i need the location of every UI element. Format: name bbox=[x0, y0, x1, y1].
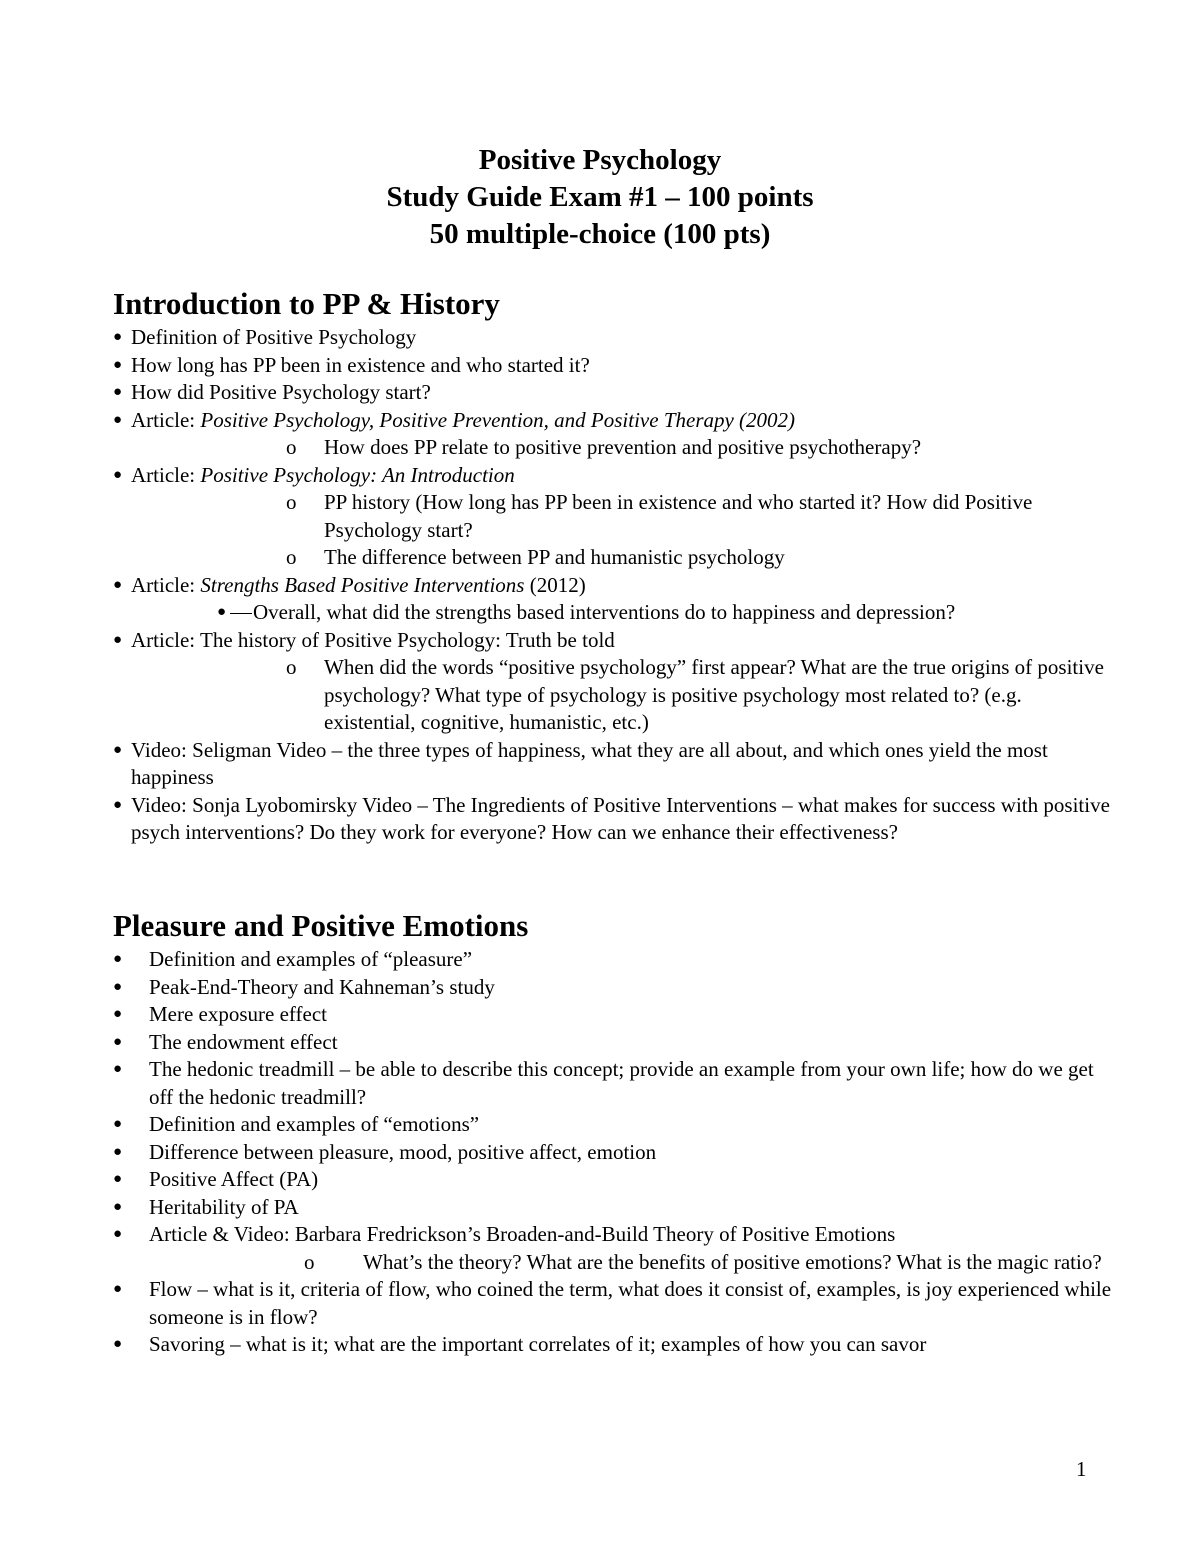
bullet-dot-icon: ● bbox=[113, 1226, 123, 1242]
bullet-dot-icon: ● bbox=[113, 356, 123, 373]
bullet-dot-icon: ● bbox=[113, 1171, 123, 1187]
list-item: ● Video: Seligman Video – the three types of happiness, what they are all about, and which ones yield the most happiness bbox=[113, 737, 1048, 789]
list-item: ● Definition and examples of “emotions” bbox=[113, 1111, 1113, 1139]
list-item: ● The hedonic treadmill – be able to describe this concept; provide an example from your own life; how do we get off the hedonic treadmill? bbox=[113, 1057, 1094, 1109]
list-item: ● Positive Affect (PA) bbox=[113, 1166, 1113, 1194]
bullet-dot-icon: ● bbox=[113, 978, 123, 995]
list-item: ● Article: The history of Positive Psychology: Truth be told bbox=[113, 627, 1113, 655]
bullet-dot-icon: ● bbox=[113, 466, 123, 483]
bullet-dot-icon: ● bbox=[113, 1006, 123, 1022]
bullet-dot-icon: ● bbox=[113, 1116, 123, 1132]
sub-list-item: o What’s the theory? What are the benefits of positive emotions? What is the magic ratio? bbox=[113, 1249, 1113, 1277]
bullet-dot-icon: ● bbox=[113, 1281, 123, 1297]
list-item: ● Definition and examples of “pleasure” bbox=[113, 946, 1113, 974]
sub-list-item: o When did the words “positive psychology” first appear? What are the true origins of positive psychology? What type of psychology is positive psychology most related to? (e.g. existential, cognitive, humanistic, etc.) bbox=[286, 655, 1104, 734]
list-item: ● Difference between pleasure, mood, positive affect, emotion bbox=[113, 1139, 1113, 1167]
document-title-block bbox=[0, 142, 1200, 253]
bullet-dot-icon: ● bbox=[113, 329, 123, 345]
list-item: ● Video: Sonja Lyobomirsky Video – The Ingredients of Positive Interventions – what makes for success with positive psych interventions? Do they work for everyone? How can we enhance their effectiveness? bbox=[113, 792, 1110, 844]
list-item: ● Definition of Positive Psychology bbox=[113, 324, 1113, 352]
bullet-dot-icon: ● bbox=[113, 1033, 123, 1050]
bullet-dot-icon: ● bbox=[113, 951, 123, 967]
section-heading: Pleasure and Positive Emotions bbox=[113, 908, 529, 943]
title-line-2: Study Guide Exam #1 – 100 points bbox=[386, 181, 814, 213]
list-item: ● How long has PP been in existence and who started it? bbox=[113, 352, 1113, 380]
list-item: ● Article: Positive Psychology: An Introduction bbox=[113, 462, 1113, 490]
bullet-dot-icon: ● bbox=[113, 576, 123, 593]
title-line-3: 50 multiple-choice (100 pts) bbox=[429, 218, 771, 250]
article-title: Positive Psychology, Positive Prevention, and Positive Therapy (2002) bbox=[200, 407, 796, 432]
bullet-circle-icon: o bbox=[286, 655, 297, 679]
article-title: Positive Psychology: An Introduction bbox=[200, 462, 515, 487]
bullet-dot-icon: ● bbox=[113, 741, 123, 758]
list-item: ● Peak-End-Theory and Kahneman’s study bbox=[113, 974, 1113, 1002]
sub-list-item: o PP history (How long has PP been in existence and who started it? How did Positive Psychology start? bbox=[286, 490, 1033, 542]
sub-list-item: o The difference between PP and humanistic psychology bbox=[113, 544, 1113, 572]
bullet-dot-icon: ● bbox=[113, 631, 123, 648]
bullet-dot-icon: ● bbox=[113, 384, 123, 400]
bullet-dot-icon: ● bbox=[113, 1336, 123, 1352]
list-item: ● Heritability of PA bbox=[113, 1194, 1113, 1222]
sub-list-item: ● Overall, what did the strengths based interventions do to happiness and depression? bbox=[113, 599, 1113, 627]
list-item: ● Savoring – what is it; what are the important correlates of it; examples of how you can savor bbox=[113, 1331, 1113, 1359]
list-item: ● Mere exposure effect bbox=[113, 1001, 1113, 1029]
section-heading: Introduction to PP & History bbox=[113, 286, 500, 321]
page-number: 1 bbox=[1076, 1457, 1087, 1481]
bullet-dot-icon: ● bbox=[217, 604, 227, 620]
bullet-dot-icon: ● bbox=[113, 796, 123, 813]
list-item: ● Article & Video: Barbara Fredrickson’s Broaden-and-Build Theory of Positive Emotions bbox=[113, 1221, 1113, 1249]
section-intro-history bbox=[113, 287, 1113, 847]
title-line-1: Positive Psychology bbox=[478, 144, 722, 176]
bullet-dot-icon: ● bbox=[113, 1143, 123, 1160]
bullet-circle-icon: o bbox=[286, 435, 297, 459]
article-title: Strengths Based Positive Interventions bbox=[200, 572, 525, 597]
bullet-circle-icon: o bbox=[286, 490, 297, 514]
section-pleasure-emotions bbox=[113, 909, 1113, 1359]
list-item: ● Article: Strengths Based Positive Interventions (2012) bbox=[113, 572, 1113, 600]
sub-list-item: o How does PP relate to positive prevention and positive psychotherapy? bbox=[113, 434, 1113, 462]
list-item: ● Article: Positive Psychology, Positive Prevention, and Positive Therapy (2002) bbox=[113, 407, 1113, 435]
bullet-circle-icon: o bbox=[304, 1249, 315, 1274]
list-item: ● Flow – what is it, criteria of flow, who coined the term, what does it consist of, examples, is joy experienced while someone is in flow? bbox=[113, 1277, 1112, 1329]
dash-line bbox=[230, 613, 252, 614]
bullet-dot-icon: ● bbox=[113, 411, 123, 428]
list-item: ● The endowment effect bbox=[113, 1029, 1113, 1057]
bullet-circle-icon: o bbox=[286, 545, 297, 569]
bullet-dot-icon: ● bbox=[113, 1061, 123, 1077]
list-item: ● How did Positive Psychology start? bbox=[113, 379, 1113, 407]
bullet-dot-icon: ● bbox=[113, 1198, 123, 1215]
